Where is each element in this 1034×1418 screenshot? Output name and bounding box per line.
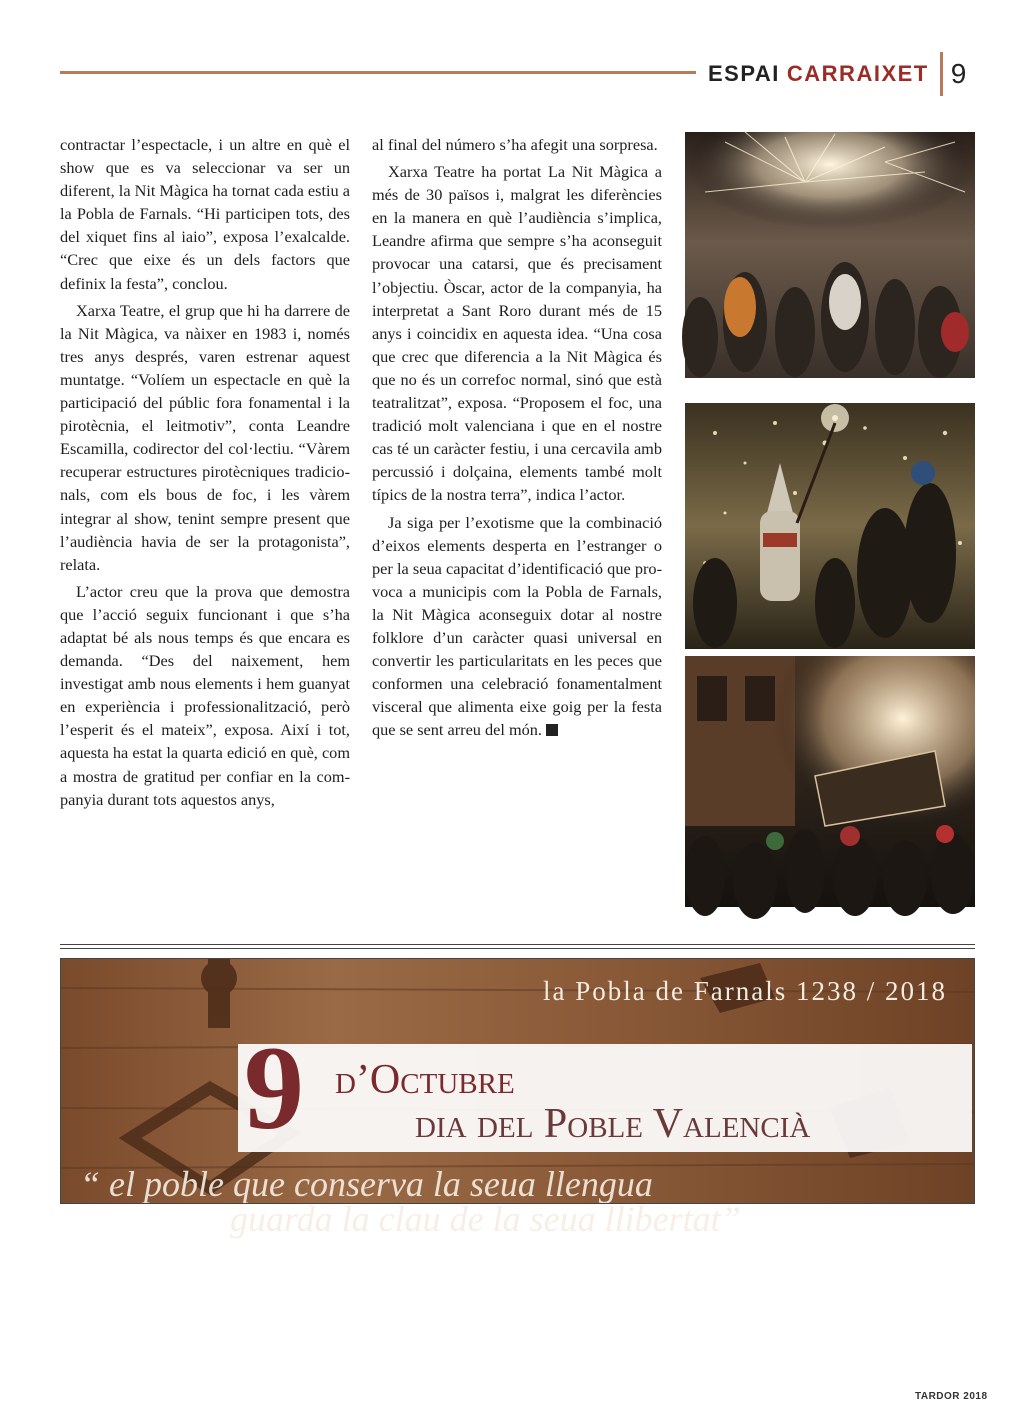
banner-day-line: dia del Poble Valencià	[415, 1101, 811, 1147]
article-column-1	[60, 133, 350, 815]
section-name-b: CARRAIXET	[786, 61, 929, 86]
banner-town-line: la Pobla de Farnals 1238 / 2018	[543, 976, 947, 1006]
photo-fire-structure	[685, 656, 975, 907]
paragraph: Xarxa Teatre ha portat La Nit Màgica a més de 30 països i, malgrat les diferències en la manera en què l’audiència s’implica, Leandre afirma que sempre s’ha aconseguit provocar una catarsi, que és precisament l’objectiu. Òscar, actor de la companyia, ha interpretat a Sant Roro durant més de 15 anys i coincidix en aquesta idea. “Una cosa que crec que diferencia a la Nit Màgica és que no és un correfoc normal, sinó que està teatralitzat”, exposa. “Proposem el foc, una tradició molt valenciana i que en el nostre cas té un caràcter festiu, i una cercavila amb percussió i dolçaina, elements també molt típics de la nostra terra”, indica l’actor.	[372, 162, 662, 505]
banner-rule-bottom	[60, 948, 975, 949]
paragraph-text: Ja siga per l’exotisme que la combinació d’eixos elements desperta en l’estranger o per la seua capacitat d’identificació que provoca a municipis com la Pobla de Farnals, la Nit Màgica aconseguix dotar al nostre folklore d’un caràcter quasi universal en convertir les particularitats en les peces que conformen una celebració fonamentalment visceral que alimenta eixe goig per la festa que se sent arreu del món.	[372, 512, 662, 740]
paragraph: al final del número s’ha afegit una sorpresa.	[372, 135, 658, 154]
section-header	[708, 52, 966, 96]
paragraph: contractar l’espectacle, i un altre en què el show que es va seleccionar va ser un diferent, la Nit Màgica ha tornat cada estiu a la Pobla de Farnals. “Hi participen tots, des del xiquet fins al iaio”, exposa l’exalcalde. “Crec que eixe és un dels factors que definix la festa”, conclou.	[60, 135, 350, 293]
paragraph: L’actor creu que la prova que demostra que l’acció seguix funcionant i que s’ha adaptat bé als nous temps és que encara es demanda. “Des del naixement, hem investigat amb nous elements i hem guanyat en experiència i professionalització, però l’esperit és el mateix”, exposa. Així i tot, aquesta ha estat la quarta edició en què, com a mostra de gratitud per confiar en la companyia durant tots aquestos anys,	[60, 581, 350, 809]
banner-rule-top	[60, 944, 975, 945]
paragraph	[372, 511, 662, 742]
page-number: 9	[950, 58, 967, 89]
header-rule	[60, 71, 696, 74]
paragraph: Xarxa Teatre, el grup que hi ha darrere de la Nit Màgica, va nàixer en 1983 i, només tres anys després, varen estrenar aquest muntatge. “Volíem un espectacle en què la participació del públic fora fonamental i la pirotècnia, el leitmotiv”, conta Leandre Escamilla, codirector del col·lectiu. “Vàrem recuperar estructures pirotècniques tradicionals, com els bous de foc, i les vàrem integrar al show, tenint sempre present que l’audiència havia de ser la protagonista”, relata.	[60, 300, 350, 574]
banner-quote-line-1: “ el poble que conserva la seua llengua	[80, 1164, 653, 1204]
banner-date-line: d’Octubre	[335, 1057, 515, 1103]
photo-fireworks-crowd	[685, 132, 975, 378]
banner-quote-line-2: guarda la clau de la seua llibertat”	[230, 1199, 741, 1239]
section-name-a: ESPAI	[708, 61, 780, 86]
photo-hooded-devil	[685, 403, 975, 649]
end-mark-icon	[546, 724, 558, 736]
issue-label: TARDOR 2018	[915, 1391, 988, 1402]
article-column-2	[372, 133, 662, 745]
banner-frame	[60, 958, 975, 1204]
header-divider	[940, 52, 943, 96]
banner-big-number: 9	[244, 1021, 304, 1154]
